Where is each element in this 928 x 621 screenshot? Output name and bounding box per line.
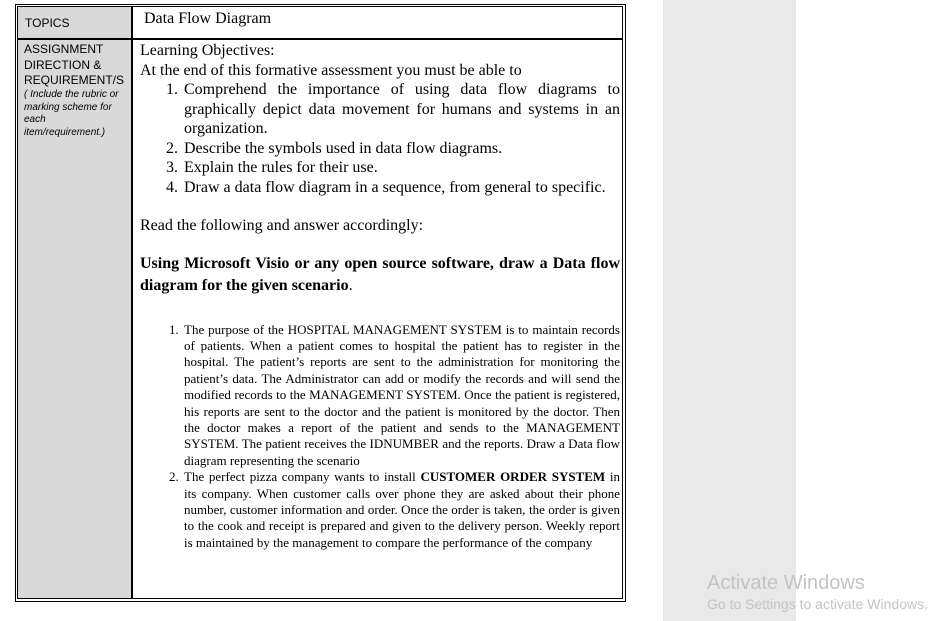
- activation-watermark: [707, 571, 928, 613]
- scenario-pizza: [182, 469, 620, 551]
- scenario-pizza-post: in its company. When customer calls over phone they are asked about their phone number, customer information and order. Once the order is taken, the order is given to the cook and receipt is prepared and given to the delivery person. Weekly report is maintained by the management to compare the performance of the company: [184, 469, 620, 550]
- objectives-list: [140, 80, 620, 197]
- task-instruction-tail: .: [348, 277, 353, 294]
- scenario-list: [140, 322, 620, 552]
- assignment-note: ( Include the rubric or marking scheme for each item/requirement.): [24, 89, 119, 138]
- assignment-body-cell: [132, 39, 623, 599]
- objectives-intro: At the end of this formative assessment you must be able to: [140, 61, 522, 79]
- watermark-line-1: Activate Windows: [707, 572, 865, 594]
- scenario-pizza-pre: The perfect pizza company wants to install: [184, 469, 421, 485]
- scenario-hospital-text: The purpose of the HOSPITAL MANAGEMENT SYSTEM is to maintain records of patients. When a patient comes to hospital the patient has to register in the hospital. The patient’s reports are sent to the administration for monitoring the patient’s data. The Administrator can add or modify the records and will send the modified records to the MANAGEMENT SYSTEM. Once the patient is registered, his reports are sent to the doctor and the patient is monitored by the doctor. Then the doctor makes a report of the patient and sends to the MANAGEMENT SYSTEM. The patient receives the IDNUMBER and the reports. Draw a Data flow diagram representing the scenario: [184, 321, 620, 468]
- workspace-margin: [663, 0, 796, 621]
- objectives-heading: Learning Objectives:: [140, 42, 275, 59]
- task-instruction: [140, 253, 620, 298]
- watermark-line-2: Go to Settings to activate Windows.: [707, 596, 928, 612]
- scenario-pizza-bold: CUSTOMER ORDER SYSTEM: [420, 469, 606, 485]
- objective-item: 4. Draw a data flow diagram in a sequence, from general to specific.: [182, 178, 620, 198]
- task-instruction-bold: Using Microsoft Visio or any open source software, draw a Data flow diagram for the given scenario: [140, 254, 620, 294]
- scenario-hospital: [182, 322, 620, 470]
- topic-title-cell: [132, 6, 623, 39]
- objective-item: 1. Comprehend the importance of using data flow diagrams to graphically depict data movement for humans and systems in an organization.: [182, 80, 620, 139]
- objective-item: 3. Explain the rules for their use.: [182, 158, 620, 178]
- topics-label-cell: [17, 6, 132, 39]
- assignment-body: [140, 41, 620, 551]
- assignment-label-cell: [17, 39, 132, 599]
- topic-title: Data Flow Diagram: [144, 10, 272, 27]
- topics-label: TOPICS: [25, 16, 70, 30]
- assignment-label: ASSIGNMENT DIRECTION & REQUIREMENT/S: [24, 42, 125, 87]
- objective-item: 2. Describe the symbols used in data flow diagrams.: [182, 139, 620, 159]
- read-instruction: Read the following and answer accordingly:: [140, 217, 424, 234]
